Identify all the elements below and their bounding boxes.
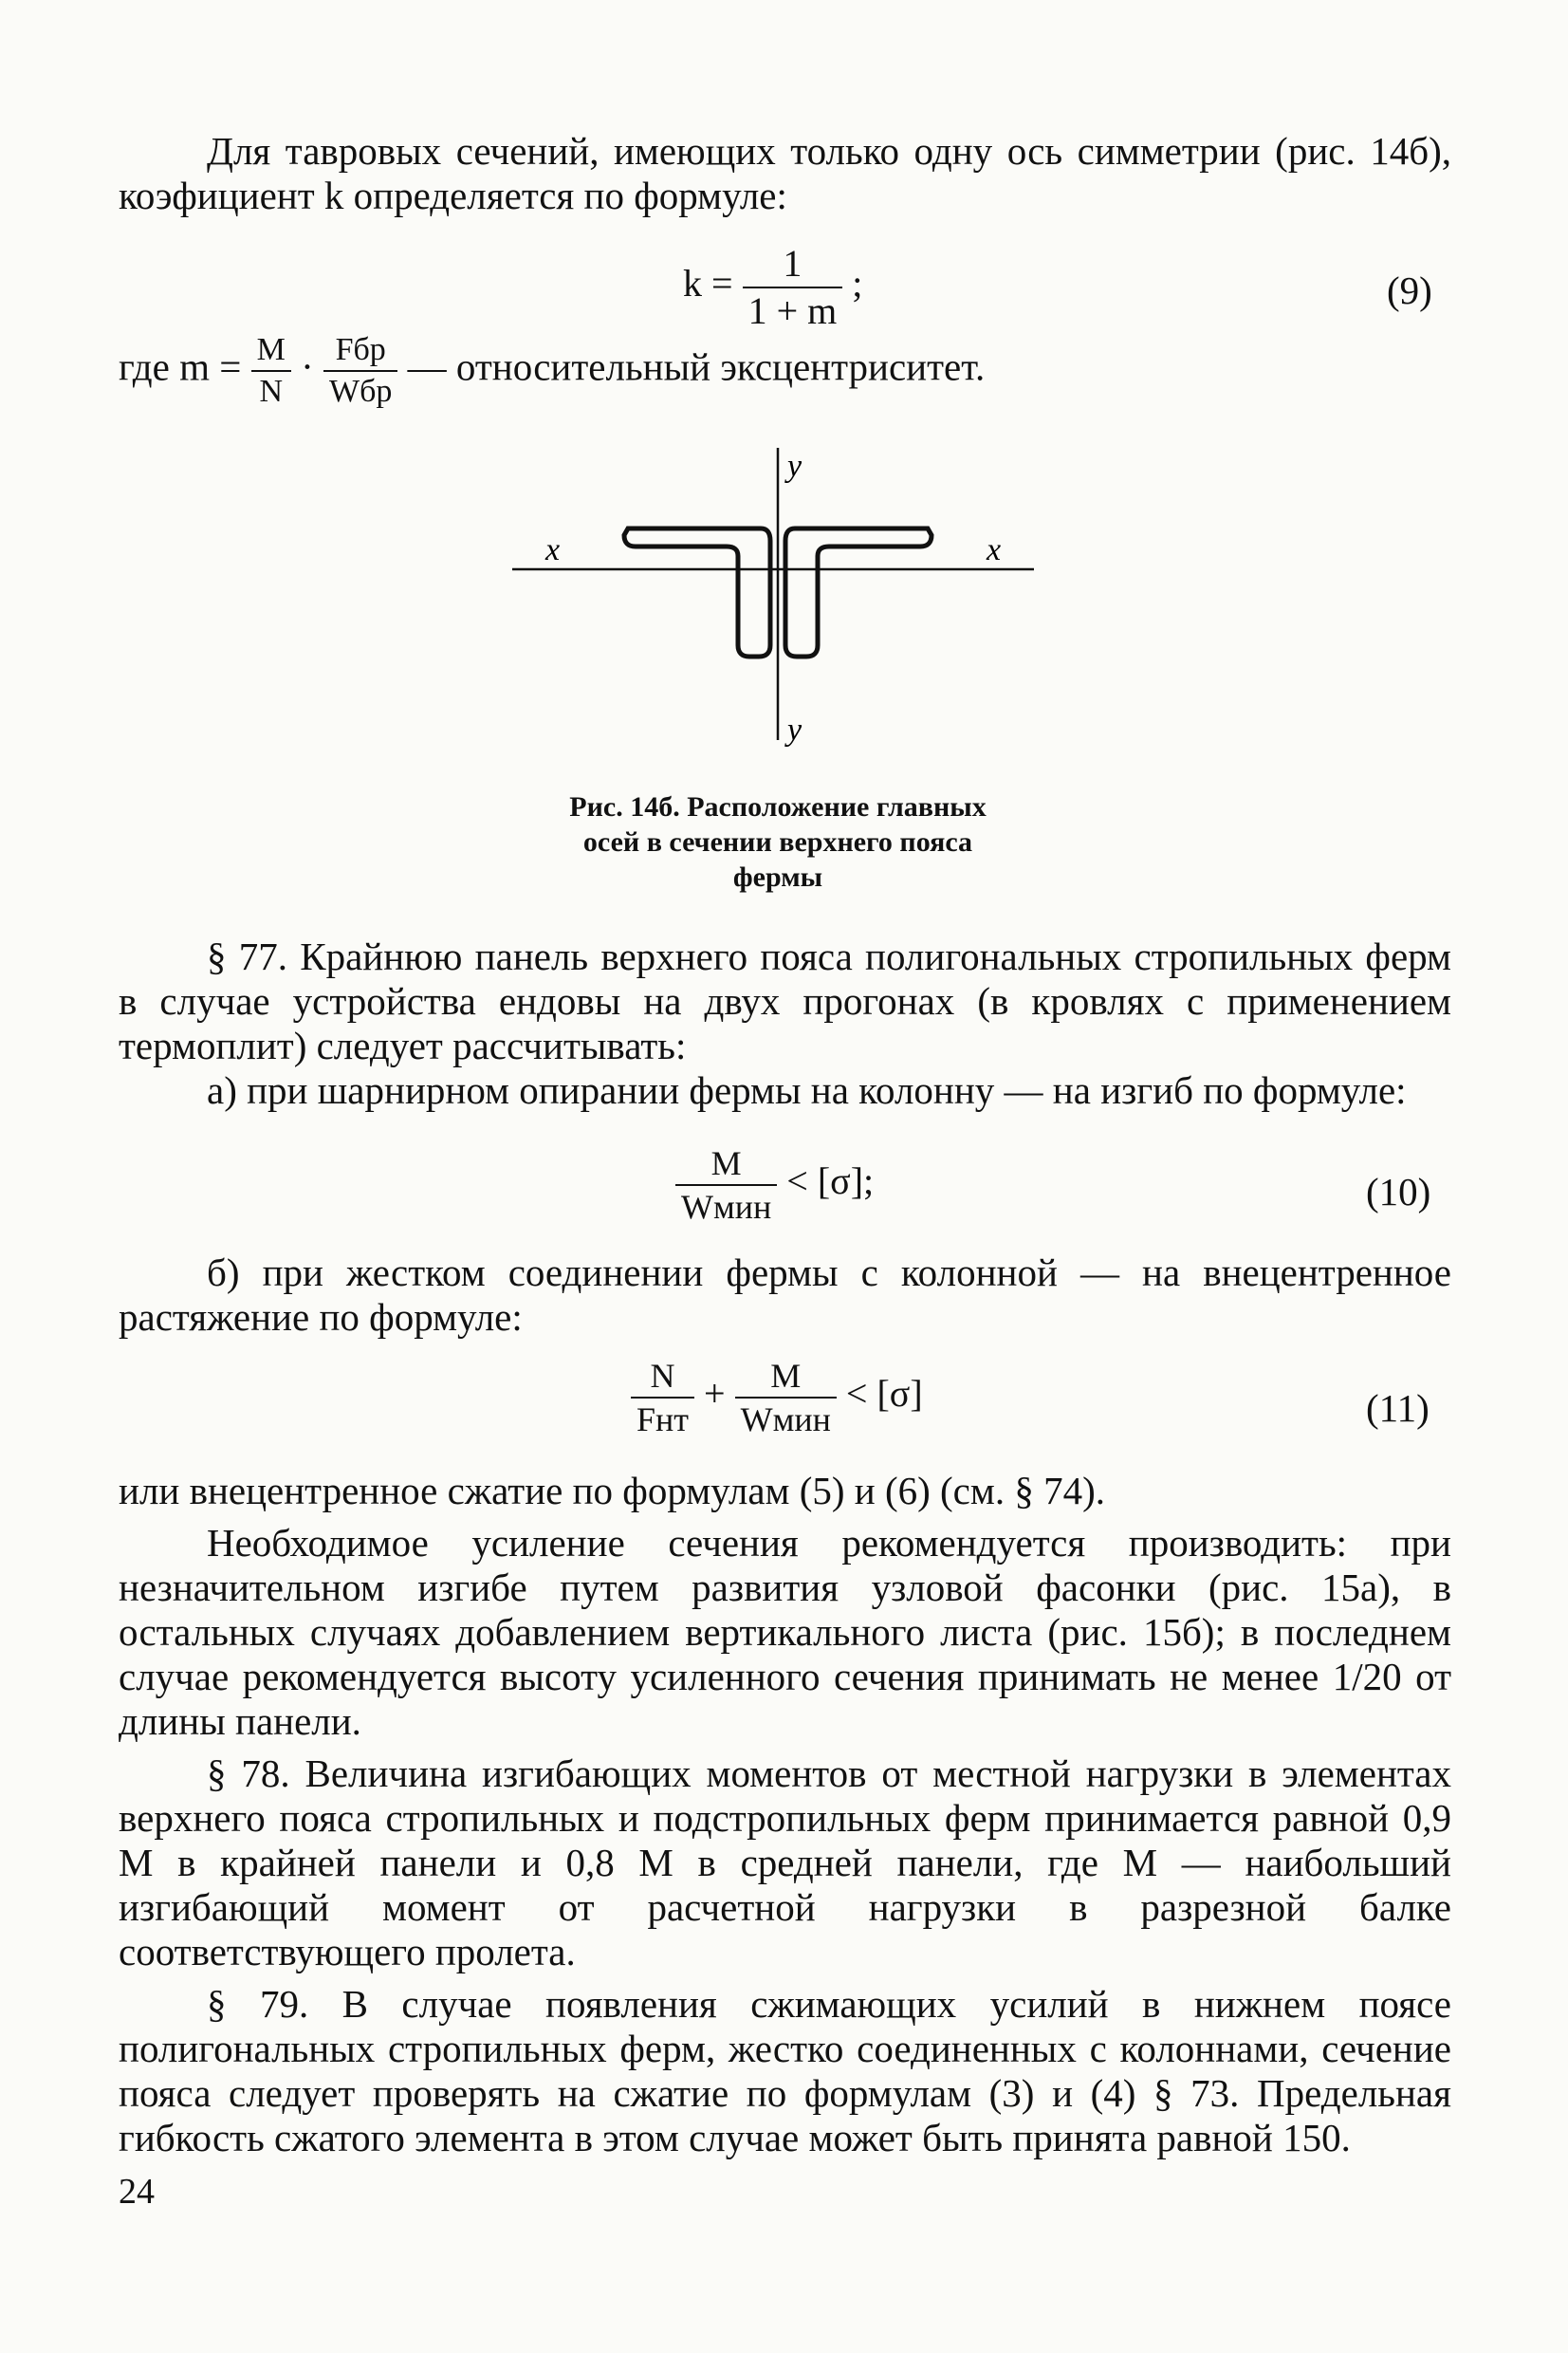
page-number: 24 <box>119 2172 155 2212</box>
s77-item-b: б) при жестком соединении фермы с колонной — на внецентренное растяжение по формуле: <box>119 1251 1451 1339</box>
where-prefix: где m = <box>119 344 242 389</box>
axis-x-left-label: x <box>545 532 561 567</box>
eq10-rhs: < [σ]; <box>786 1159 875 1203</box>
equation-9 <box>683 242 863 332</box>
axis-y-top-label: y <box>787 449 802 484</box>
caption-line-1: Рис. 14б. Расположение главных <box>569 791 987 823</box>
eq10-denominator: Wмин <box>681 1188 772 1226</box>
eq11-rhs: < [σ] <box>845 1372 923 1416</box>
caption-line-2: осей в сечении верхнего пояса <box>582 826 973 858</box>
eq9-denominator: 1 + m <box>747 289 838 332</box>
where-f1-denominator: N <box>259 374 283 409</box>
s78-paragraph: § 78. Величина изгибающих моментов от местной нагрузки в элементах верхнего пояса стропильных и подстропильных ферм принимается равной 0,9 M в крайней панели и 0,8 M в средней панели, где M — наибольший изгибающий момент от расчетной нагрузки в разрезной балке соответствующего пролета. <box>119 1751 1451 1973</box>
eq10-numerator: M <box>675 1146 777 1186</box>
where-f2-numerator: Fбр <box>323 334 397 372</box>
equation-10 <box>675 1146 874 1224</box>
left-angle-profile <box>624 528 770 657</box>
equation-10-number: (10) <box>1366 1170 1431 1214</box>
where-f1-numerator: M <box>251 334 291 372</box>
s77-item-a: а) при шарнирном опирании фермы на колонну — на изгиб по формуле: <box>207 1068 1407 1112</box>
eq9-lhs: k = <box>683 262 733 306</box>
where-f2-denominator: Wбр <box>329 374 393 409</box>
eq11-m-denominator: Wмин <box>740 1400 831 1438</box>
where-fraction-1 <box>251 334 291 408</box>
where-dot: · <box>301 344 314 389</box>
right-angle-profile <box>785 528 932 657</box>
section-77-tail <box>119 1469 1451 2160</box>
s77-paragraph-2: Необходимое усиление сечения рекомендуется производить: при незначительном изгибе путем развития узловой фасонки (рис. 15а), в остальных случаях добавлением вертикального листа (рис. 15б); в последнем случае рекомендуется высоту усиленного сечения принимать не менее 1/20 от длины панели. <box>119 1521 1451 1743</box>
eq11-n-denominator: Fнт <box>636 1400 690 1438</box>
eq11-fraction-m <box>735 1359 837 1436</box>
eq11-plus: + <box>704 1372 726 1416</box>
where-fraction-2 <box>323 334 397 408</box>
eq11-m-numerator: M <box>735 1359 837 1399</box>
eq10-fraction <box>675 1146 777 1224</box>
intro-block <box>119 129 1451 218</box>
s79-paragraph: § 79. В случае появления сжимающих усилий в нижнем поясе полигональных стропильных ферм, жестко соединенных с колоннами, сечение пояса следует проверять на сжатие по формулам (3) и (4) § 73. Предельная гибкость сжатого элемента в этом случае может быть принята равной 150. <box>119 1982 1451 2159</box>
section-77-b <box>119 1251 1451 1340</box>
s77-after: или внецентренное сжатие по формулам (5) и (6) (см. § 74). <box>119 1469 1105 1512</box>
intro-paragraph: Для тавровых сечений, имеющих только одну ось симметрии (рис. 14б), коэфициент k определяется по формуле: <box>119 129 1451 217</box>
eq9-numerator: 1 <box>743 245 843 288</box>
section-77 <box>119 935 1451 1113</box>
equation-11-number: (11) <box>1366 1386 1430 1430</box>
where-line <box>119 334 985 408</box>
figure-caption <box>493 789 1062 895</box>
axis-y-bottom-label: y <box>787 713 802 748</box>
s77-paragraph: § 77. Крайнюю панель верхнего пояса полигональных стропильных ферм в случае устройства ендовы на двух прогонах (в кровлях с применением термоплит) следует рассчитывать: <box>119 935 1451 1067</box>
eq9-end: ; <box>852 262 863 306</box>
figure-t-section <box>493 436 1062 769</box>
eq11-fraction-n <box>631 1359 694 1436</box>
equation-11 <box>631 1359 923 1436</box>
eq11-n-numerator: N <box>631 1359 694 1399</box>
caption-line-3: фермы <box>732 862 823 893</box>
eq9-fraction <box>743 242 843 332</box>
equation-9-number: (9) <box>1387 269 1432 312</box>
axis-x-right-label: x <box>987 532 1002 567</box>
where-suffix: — относительный эксцентриситет. <box>407 344 986 389</box>
